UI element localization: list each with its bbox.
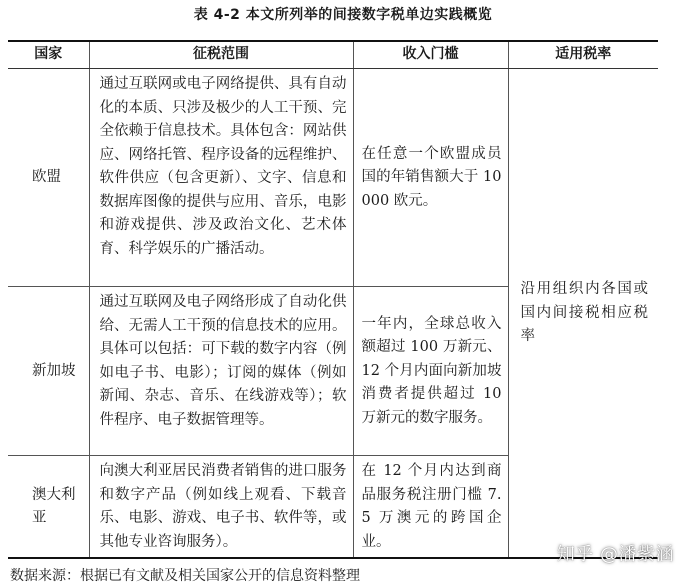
table-header-row	[8, 41, 658, 69]
header-country: 国家	[8, 41, 89, 69]
scope-cell: 通过互联网或电子网络提供、具有自动化的本质、只涉及极少的人工干预、完全依赖于信息技术。具体包含：网站供应、网络托管、程序设备的远程维护、软件供应（包含更新）、文字、信息和数据库图像的提供与应用、音乐，电影和游戏提供、涉及政治文化、艺术体育、科学娱乐的广播活动。	[89, 69, 353, 287]
table-caption: 表 4-2 本文所列举的间接数字税单边实践概览	[193, 7, 493, 23]
country-cell: 欧盟	[8, 69, 89, 287]
header-scope: 征税范围	[89, 41, 353, 69]
header-threshold: 收入门槛	[353, 41, 508, 69]
threshold-cell: 一年内，全球总收入额超过 100 万新元、12 个月内面向新加坡消费者提供超过 10 万新元的数字服务。	[353, 287, 508, 456]
country-cell: 新加坡	[8, 287, 89, 456]
rate-cell: 沿用组织内各国或国内间接税相应税率	[508, 69, 658, 559]
digital-tax-table	[8, 40, 658, 559]
scope-cell: 向澳大利亚居民消费者销售的进口服务和数字产品（例如线上观看、下载音乐、电影、游戏、电子书、软件等，或其他专业咨询服务）。	[89, 456, 353, 559]
watermark: 知乎 @潘紫涵	[556, 544, 674, 565]
data-source-note: 数据来源：根据已有文献及相关国家公开的信息资料整理	[10, 568, 360, 584]
scope-cell: 通过互联网及电子网络形成了自动化供给、无需人工干预的信息技术的应用。具体可以包括：可下载的数字内容（例如电子书、电影）；订阅的媒体（例如新闻、杂志、音乐、在线游戏等）；软件程序、电子数据管理等。	[89, 287, 353, 456]
threshold-cell: 在任意一个欧盟成员国的年销售额大于 10000 欧元。	[353, 69, 508, 287]
table-row	[8, 69, 658, 287]
header-rate: 适用税率	[508, 41, 658, 69]
country-cell: 澳大利亚	[8, 456, 89, 559]
threshold-cell: 在 12 个月内达到商品服务税注册门槛 7.5 万澳元的跨国企业。	[353, 456, 508, 559]
